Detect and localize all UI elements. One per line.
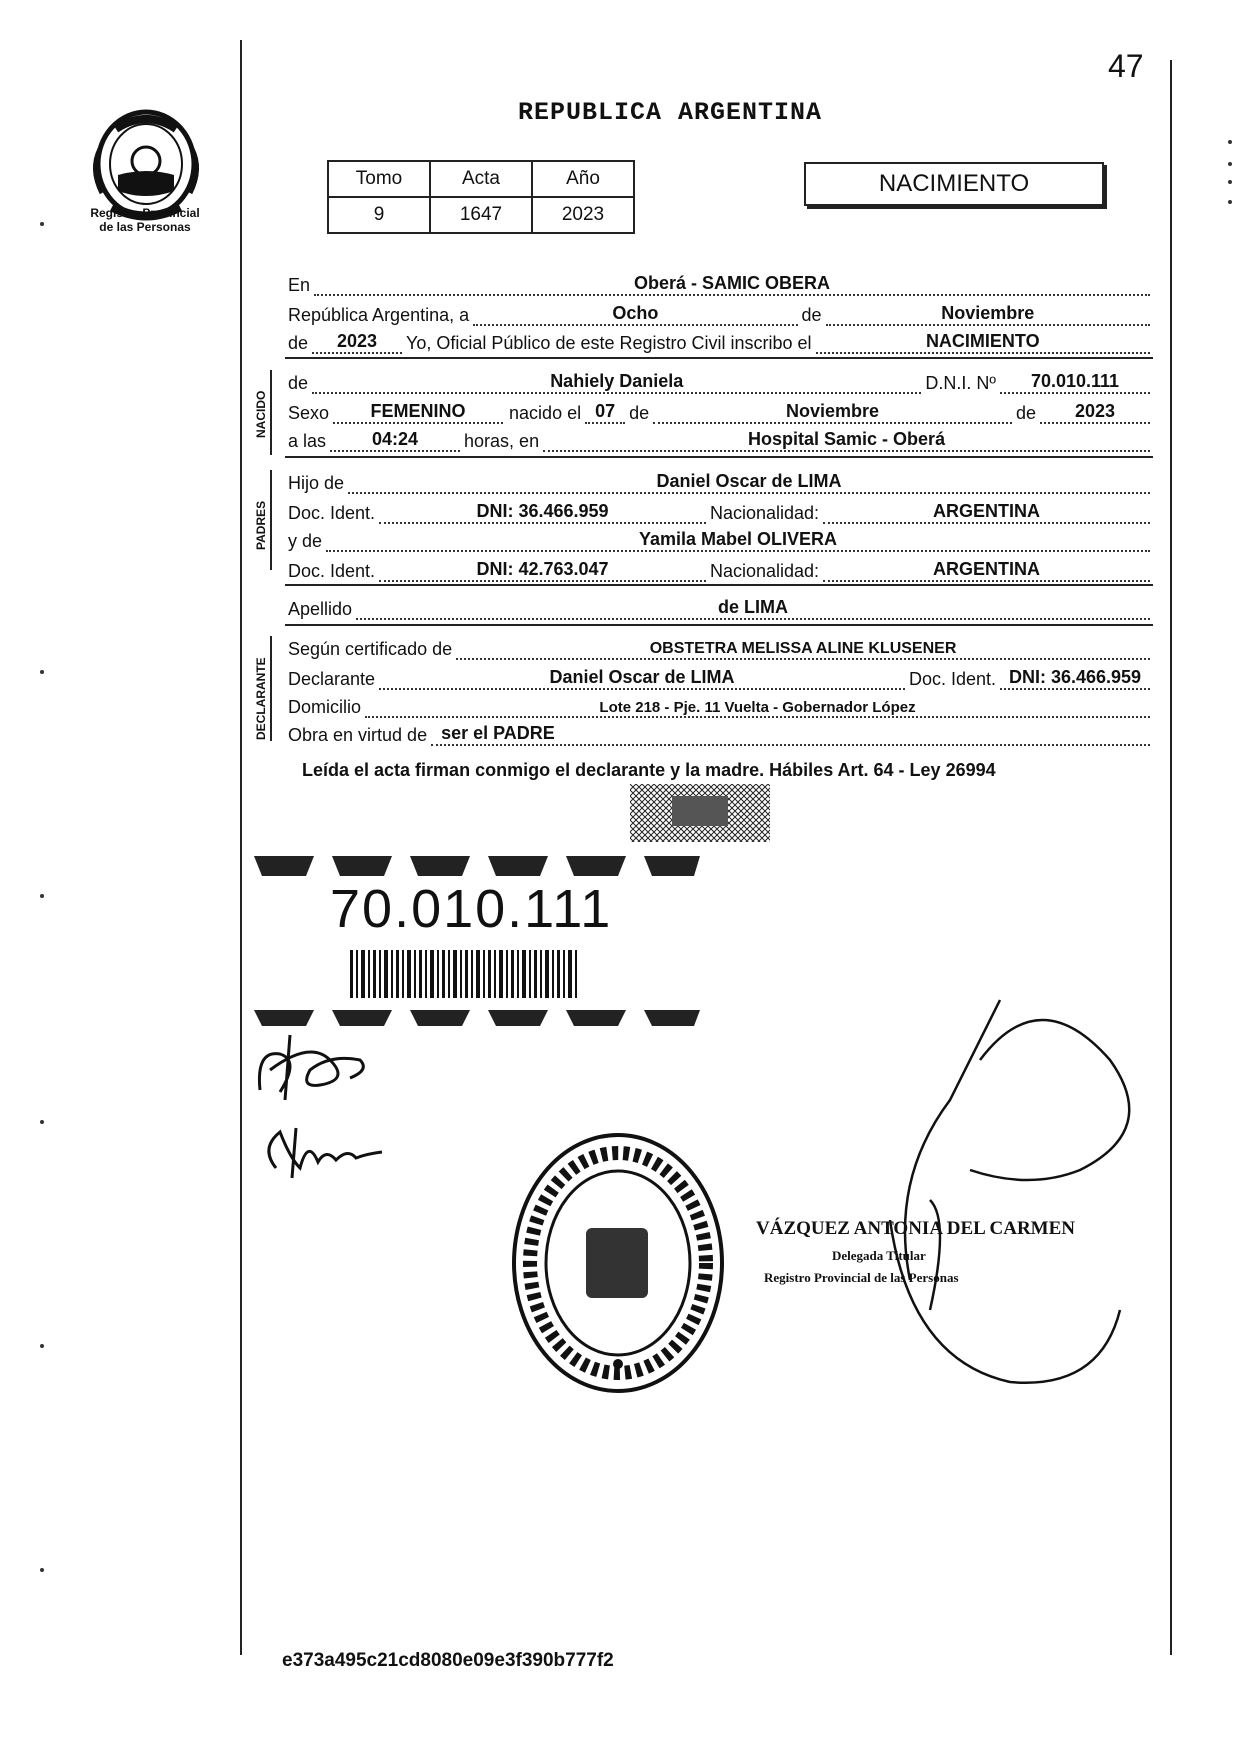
capacity-value: ser el PADRE: [441, 723, 555, 743]
surname-value: de LIMA: [718, 597, 789, 617]
left-margin-line: [240, 40, 242, 1655]
child-dni-value: 70.010.111: [1030, 371, 1120, 391]
record-type-box: NACIMIENTO: [804, 162, 1104, 206]
anio-label: Año: [532, 161, 634, 197]
year-value: 2023: [337, 331, 378, 351]
logo-caption: Registro Provincial de las Personas: [90, 206, 200, 234]
officer-name: VÁZQUEZ ANTONIA DEL CARMEN: [756, 1218, 1076, 1239]
registry-table: [327, 160, 635, 234]
country-heading: REPUBLICA ARGENTINA: [518, 98, 823, 127]
birth-day-value: 07: [595, 401, 616, 421]
row-capacity: Obra en virtud de ser el PADRE: [288, 718, 1150, 746]
mother-nationality-value: ARGENTINA: [933, 559, 1041, 579]
officer-signature: [870, 980, 1150, 1390]
right-margin-line: [1170, 60, 1172, 1655]
document-hash: e373a495c21cd8080e09e3f390b777f2: [282, 1650, 614, 1671]
row-date: República Argentina, a Ocho de Noviembre: [288, 298, 1150, 326]
row-declarant: Declarante Daniel Oscar de LIMA Doc. Ident. DNI: 36.466.959: [288, 662, 1150, 690]
row-address: Domicilio Lote 218 - Pje. 11 Vuelta - Gobernador López: [288, 690, 1150, 718]
mother-doc-value: DNI: 42.763.047: [476, 559, 609, 579]
dni-stamp-number: 70.010.111: [330, 879, 613, 939]
acta-value: 1647: [430, 197, 532, 233]
birth-month-value: Noviembre: [786, 401, 880, 421]
row-sex-birth: Sexo FEMENINO nacido el 07 de Noviembre de 2023: [288, 396, 1150, 424]
padres-tag: PADRES: [254, 500, 268, 550]
father-nationality-value: ARGENTINA: [933, 501, 1041, 521]
dni-security-stamp: [254, 850, 700, 1030]
row-child-name: de Nahiely Daniela D.N.I. Nº 70.010.111: [288, 366, 1150, 394]
security-seal-icon: [630, 784, 770, 842]
place-value: Oberá - SAMIC OBERA: [634, 273, 831, 293]
time-value: 04:24: [372, 429, 419, 449]
tomo-label: Tomo: [328, 161, 430, 197]
month-value: Noviembre: [941, 303, 1035, 323]
acta-label: Acta: [430, 161, 532, 197]
row-mother-doc: Doc. Ident. DNI: 42.763.047 Nacionalidad: ARGENTINA: [288, 554, 1150, 582]
officer-title: Delegada Titular: [832, 1248, 926, 1263]
birth-year-value: 2023: [1074, 401, 1116, 421]
declarant-value: Daniel Oscar de LIMA: [549, 667, 735, 687]
mother-name-value: Yamila Mabel OLIVERA: [638, 529, 838, 549]
anio-value: 2023: [532, 197, 634, 233]
sex-value: FEMENINO: [370, 401, 466, 421]
row-father-doc: Doc. Ident. DNI: 36.466.959 Nacionalidad: ARGENTINA: [288, 496, 1150, 524]
row-mother: y de Yamila Mabel OLIVERA: [288, 524, 1150, 552]
father-name-value: Daniel Oscar de LIMA: [656, 471, 842, 491]
tomo-value: 9: [328, 197, 430, 233]
page-number: 47: [1108, 48, 1144, 84]
certificate-value: OBSTETRA MELISSA ALINE KLUSENER: [649, 640, 957, 657]
declarante-tag: DECLARANTE: [254, 657, 268, 740]
declarant-doc-value: DNI: 36.466.959: [1008, 667, 1142, 687]
row-year: de 2023 Yo, Oficial Público de este Registro Civil inscribo el NACIMIENTO: [288, 326, 1150, 354]
address-value: Lote 218 - Pje. 11 Vuelta - Gobernador López: [599, 699, 916, 716]
row-father: Hijo de Daniel Oscar de LIMA: [288, 466, 1150, 494]
day-value: Ocho: [612, 303, 659, 323]
row-time-place: a las 04:24 horas, en Hospital Samic - Oberá: [288, 424, 1150, 452]
mother-signature: [256, 1118, 386, 1188]
inscribe-value: NACIMIENTO: [925, 331, 1040, 351]
row-place: En Oberá - SAMIC OBERA: [288, 268, 1150, 296]
father-doc-value: DNI: 36.466.959: [476, 501, 609, 521]
closing-statement: Leída el acta firman conmigo el declarante y la madre. Hábiles Art. 64 - Ley 26994: [302, 760, 996, 780]
row-certificate: Según certificado de OBSTETRA MELISSA ALINE KLUSENER: [288, 632, 1150, 660]
row-surname: Apellido de LIMA: [288, 592, 1150, 620]
registry-round-stamp: [508, 1128, 728, 1398]
child-name-value: Nahiely Daniela: [550, 371, 684, 391]
officer-office: Registro Provincial de las Personas: [764, 1270, 959, 1285]
birth-place-value: Hospital Samic - Oberá: [748, 429, 946, 449]
nacido-tag: NACIDO: [254, 390, 268, 438]
declarant-signature: [250, 1030, 380, 1110]
